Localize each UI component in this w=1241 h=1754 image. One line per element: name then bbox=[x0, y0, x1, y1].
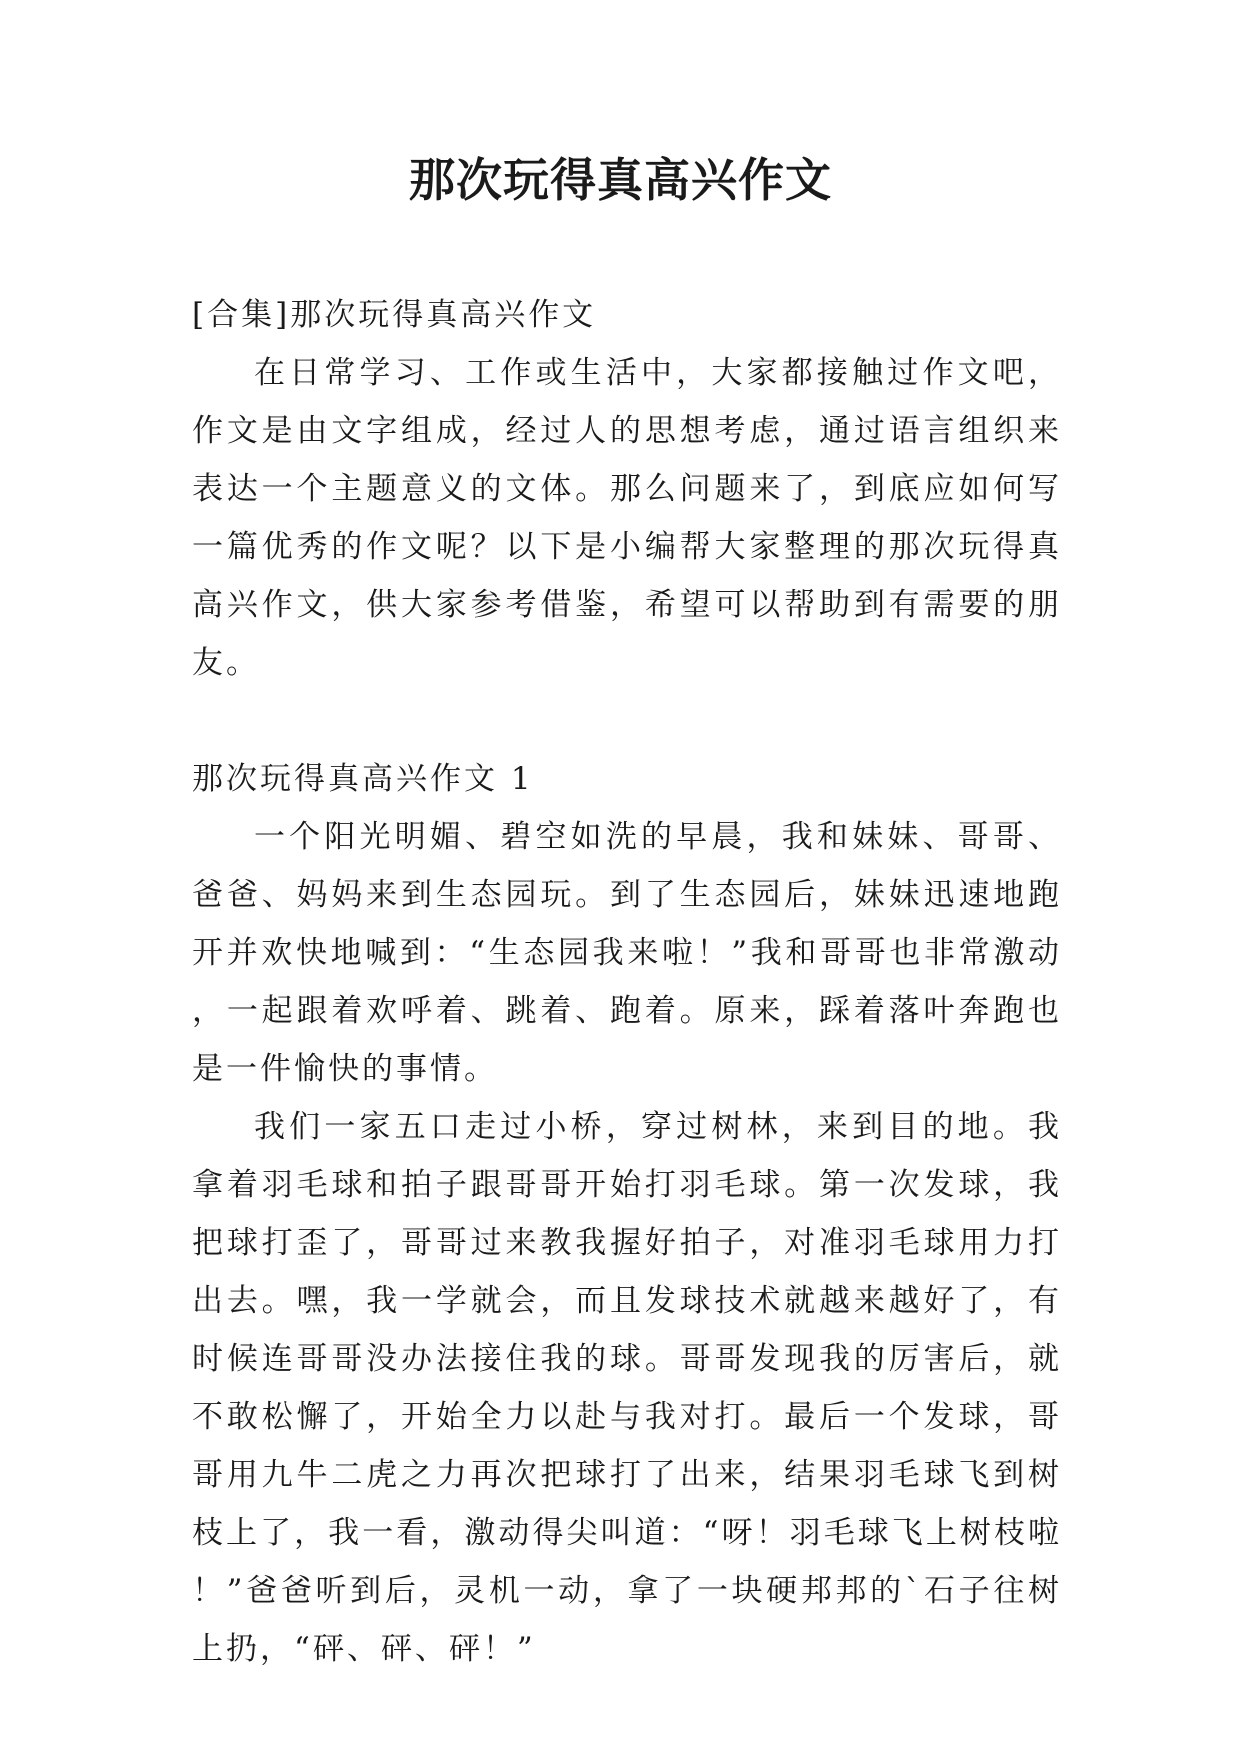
document-subtitle: [合集]那次玩得真高兴作文 bbox=[192, 297, 597, 333]
document-title: 那次玩得真高兴作文 bbox=[409, 153, 832, 207]
intro-paragraph: 在日常学习、工作或生活中，大家都接触过作文吧，作文是由文字组成，经过人的思想考虑，通过语言组织来表达一个主题意义的文体。那么问题来了，到底应如何写一篇优秀的作文呢？以下是小编帮大家整理的那次玩得真高兴作文，供大家参考借鉴，希望可以帮助到有需要的朋友。 bbox=[192, 355, 1062, 681]
document-body bbox=[192, 286, 1062, 1678]
body-paragraph: 我们一家五口走过小桥，穿过树林，来到目的地。我拿着羽毛球和拍子跟哥哥开始打羽毛球。第一次发球，我把球打歪了，哥哥过来教我握好拍子，对准羽毛球用力打出去。嘿，我一学就会，而且发球技术就越来越好了，有时候连哥哥没办法接住我的球。哥哥发现我的厉害后，就不敢松懈了，开始全力以赴与我对打。最后一个发球，哥哥用九牛二虎之力再次把球打了出来，结果羽毛球飞到树枝上了，我一看，激动得尖叫道：“呀！羽毛球飞上树枝啦！”爸爸听到后，灵机一动，拿了一块硬邦邦的`石子往树上扔，“砰、砰、砰！” bbox=[192, 1109, 1062, 1667]
body-paragraph: 一个阳光明媚、碧空如洗的早晨，我和妹妹、哥哥、爸爸、妈妈来到生态园玩。到了生态园后，妹妹迅速地跑开并欢快地喊到：“生态园我来啦！”我和哥哥也非常激动，一起跟着欢呼着、跳着、跑着。原来，踩着落叶奔跑也是一件愉快的事情。 bbox=[192, 819, 1062, 1087]
section-heading: 那次玩得真高兴作文 1 bbox=[192, 761, 534, 797]
